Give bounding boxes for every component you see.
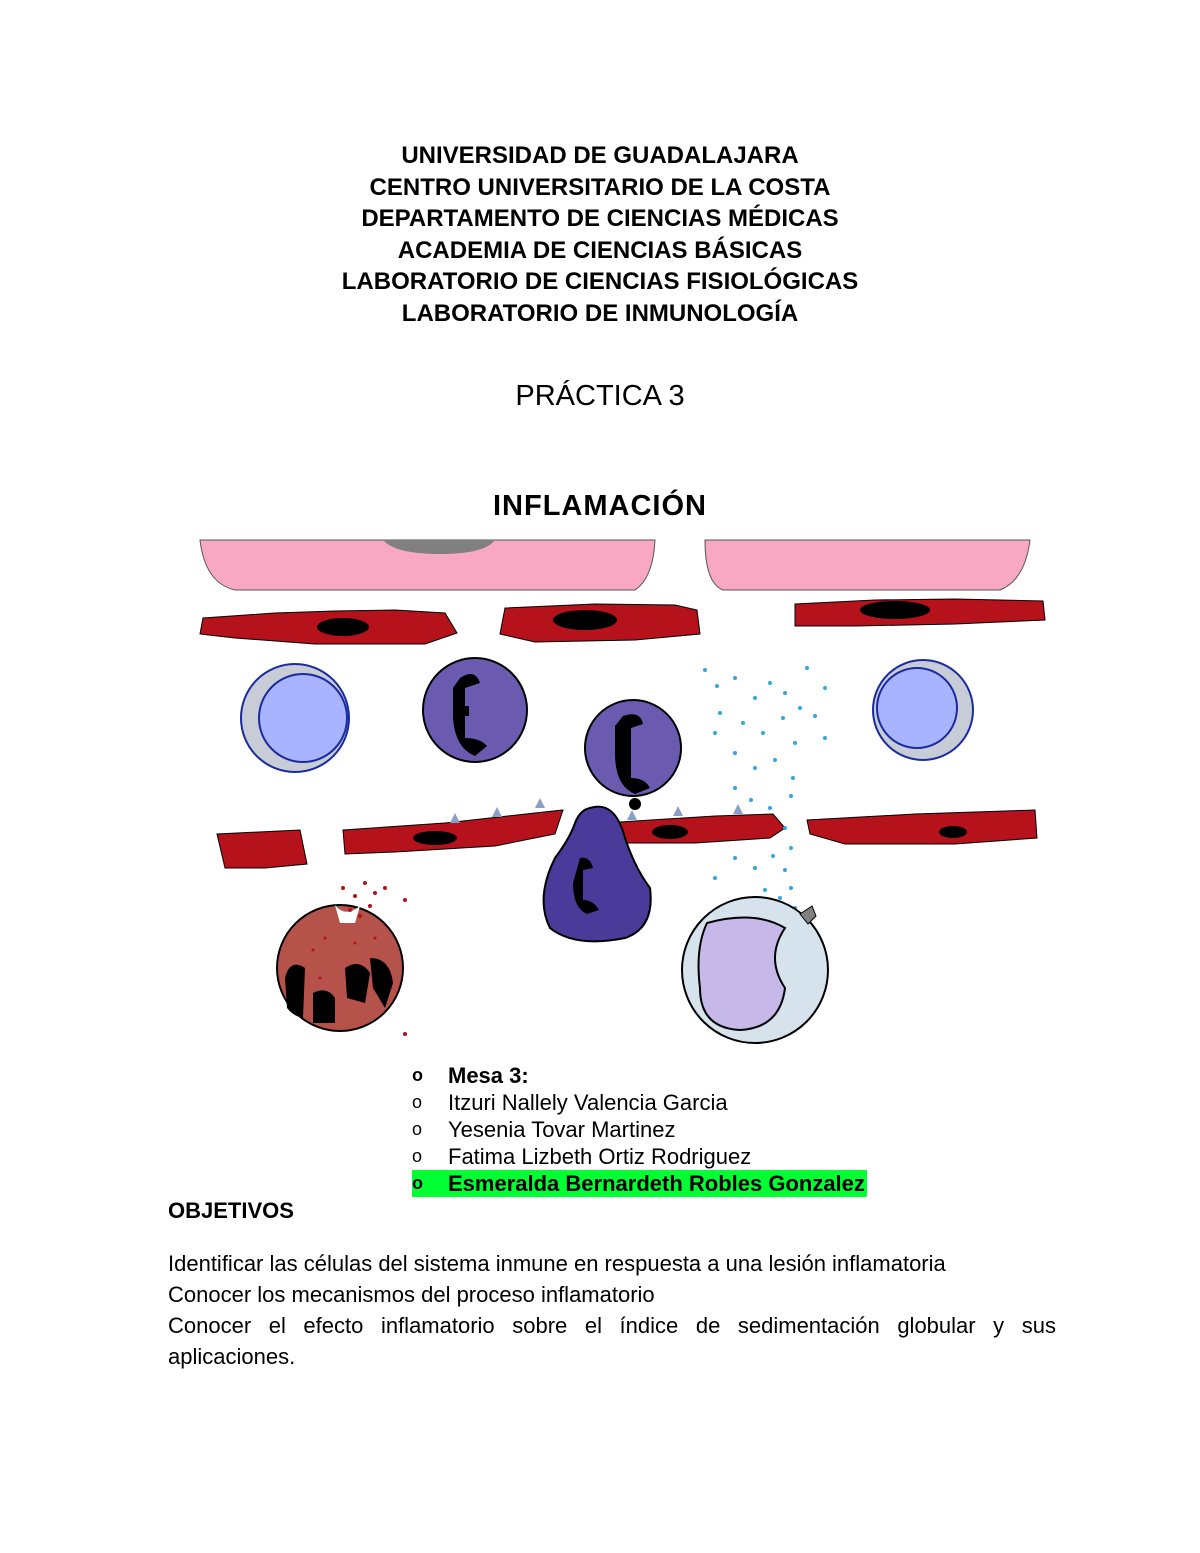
member-name: Yesenia Tovar Martinez bbox=[448, 1117, 676, 1142]
team-members-list bbox=[412, 1062, 867, 1197]
list-item bbox=[412, 1143, 867, 1170]
header-line-department: DEPARTAMENTO DE CIENCIAS MÉDICAS bbox=[361, 205, 839, 232]
header-line-university: UNIVERSIDAD DE GUADALAJARA bbox=[401, 142, 799, 169]
monocyte-top bbox=[423, 658, 527, 762]
header-line-lab-immunology: LABORATORIO DE INMUNOLOGÍA bbox=[401, 299, 799, 327]
bullet: o bbox=[412, 1146, 423, 1166]
bullet: o bbox=[412, 1092, 423, 1112]
red-cell-nucleus bbox=[413, 831, 457, 845]
header-line-center: CENTRO UNIVERSITARIO DE LA COSTA bbox=[369, 173, 831, 201]
list-item bbox=[412, 1089, 867, 1116]
red-cell bbox=[343, 810, 563, 854]
member-name: Esmeralda Bernardeth Robles Gonzalez bbox=[448, 1171, 865, 1196]
objectives-text bbox=[168, 1248, 1056, 1372]
list-item bbox=[412, 1062, 867, 1089]
red-cell-nucleus bbox=[939, 826, 967, 838]
eosinophil-degranulating bbox=[277, 881, 407, 1036]
objective-item: Conocer los mecanismos del proceso inflamatorio bbox=[168, 1282, 655, 1307]
lymphocyte-left bbox=[241, 664, 349, 772]
practice-title: PRÁCTICA 3 bbox=[515, 380, 685, 412]
monocyte-middle bbox=[585, 700, 681, 810]
list-item-highlighted bbox=[412, 1170, 867, 1197]
table-label: Mesa 3: bbox=[448, 1063, 529, 1088]
objectives-heading: OBJETIVOS bbox=[168, 1198, 294, 1223]
member-name: Fatima Lizbeth Ortiz Rodriguez bbox=[448, 1144, 752, 1169]
header-line-academy: ACADEMIA DE CIENCIAS BÁSICAS bbox=[397, 236, 803, 264]
red-cell bbox=[807, 810, 1037, 844]
bullet: o bbox=[412, 1065, 423, 1085]
red-cell bbox=[615, 814, 785, 843]
red-cell-nucleus bbox=[553, 610, 617, 630]
chemokine-gradient bbox=[703, 666, 827, 910]
red-cell bbox=[217, 830, 307, 868]
red-cell-nucleus bbox=[317, 618, 369, 636]
red-cell-nucleus bbox=[652, 825, 688, 839]
inflammation-illustration bbox=[195, 538, 1055, 1048]
objective-item: Identificar las células del sistema inmune en respuesta a una lesión inflamatoria bbox=[168, 1251, 946, 1276]
bullet: o bbox=[412, 1173, 423, 1193]
endothelial-cells bbox=[200, 540, 1030, 590]
red-cell-nucleus bbox=[860, 601, 930, 619]
endothelial-cell-right bbox=[705, 540, 1030, 590]
bullet: o bbox=[412, 1119, 423, 1139]
member-name: Itzuri Nallely Valencia Garcia bbox=[448, 1090, 728, 1115]
vessel-wall-top bbox=[200, 599, 1045, 644]
header-line-lab-physiology: LABORATORIO DE CIENCIAS FISIOLÓGICAS bbox=[341, 268, 859, 295]
macrophage bbox=[682, 897, 828, 1043]
main-title: INFLAMACIÓN bbox=[493, 490, 707, 522]
lymphocyte-right bbox=[873, 660, 973, 760]
list-item bbox=[412, 1116, 867, 1143]
institution-header bbox=[0, 140, 1200, 329]
objective-item: Conocer el efecto inflamatorio sobre el índice de sedimentación globular y sus aplicaciones. bbox=[168, 1313, 1056, 1369]
